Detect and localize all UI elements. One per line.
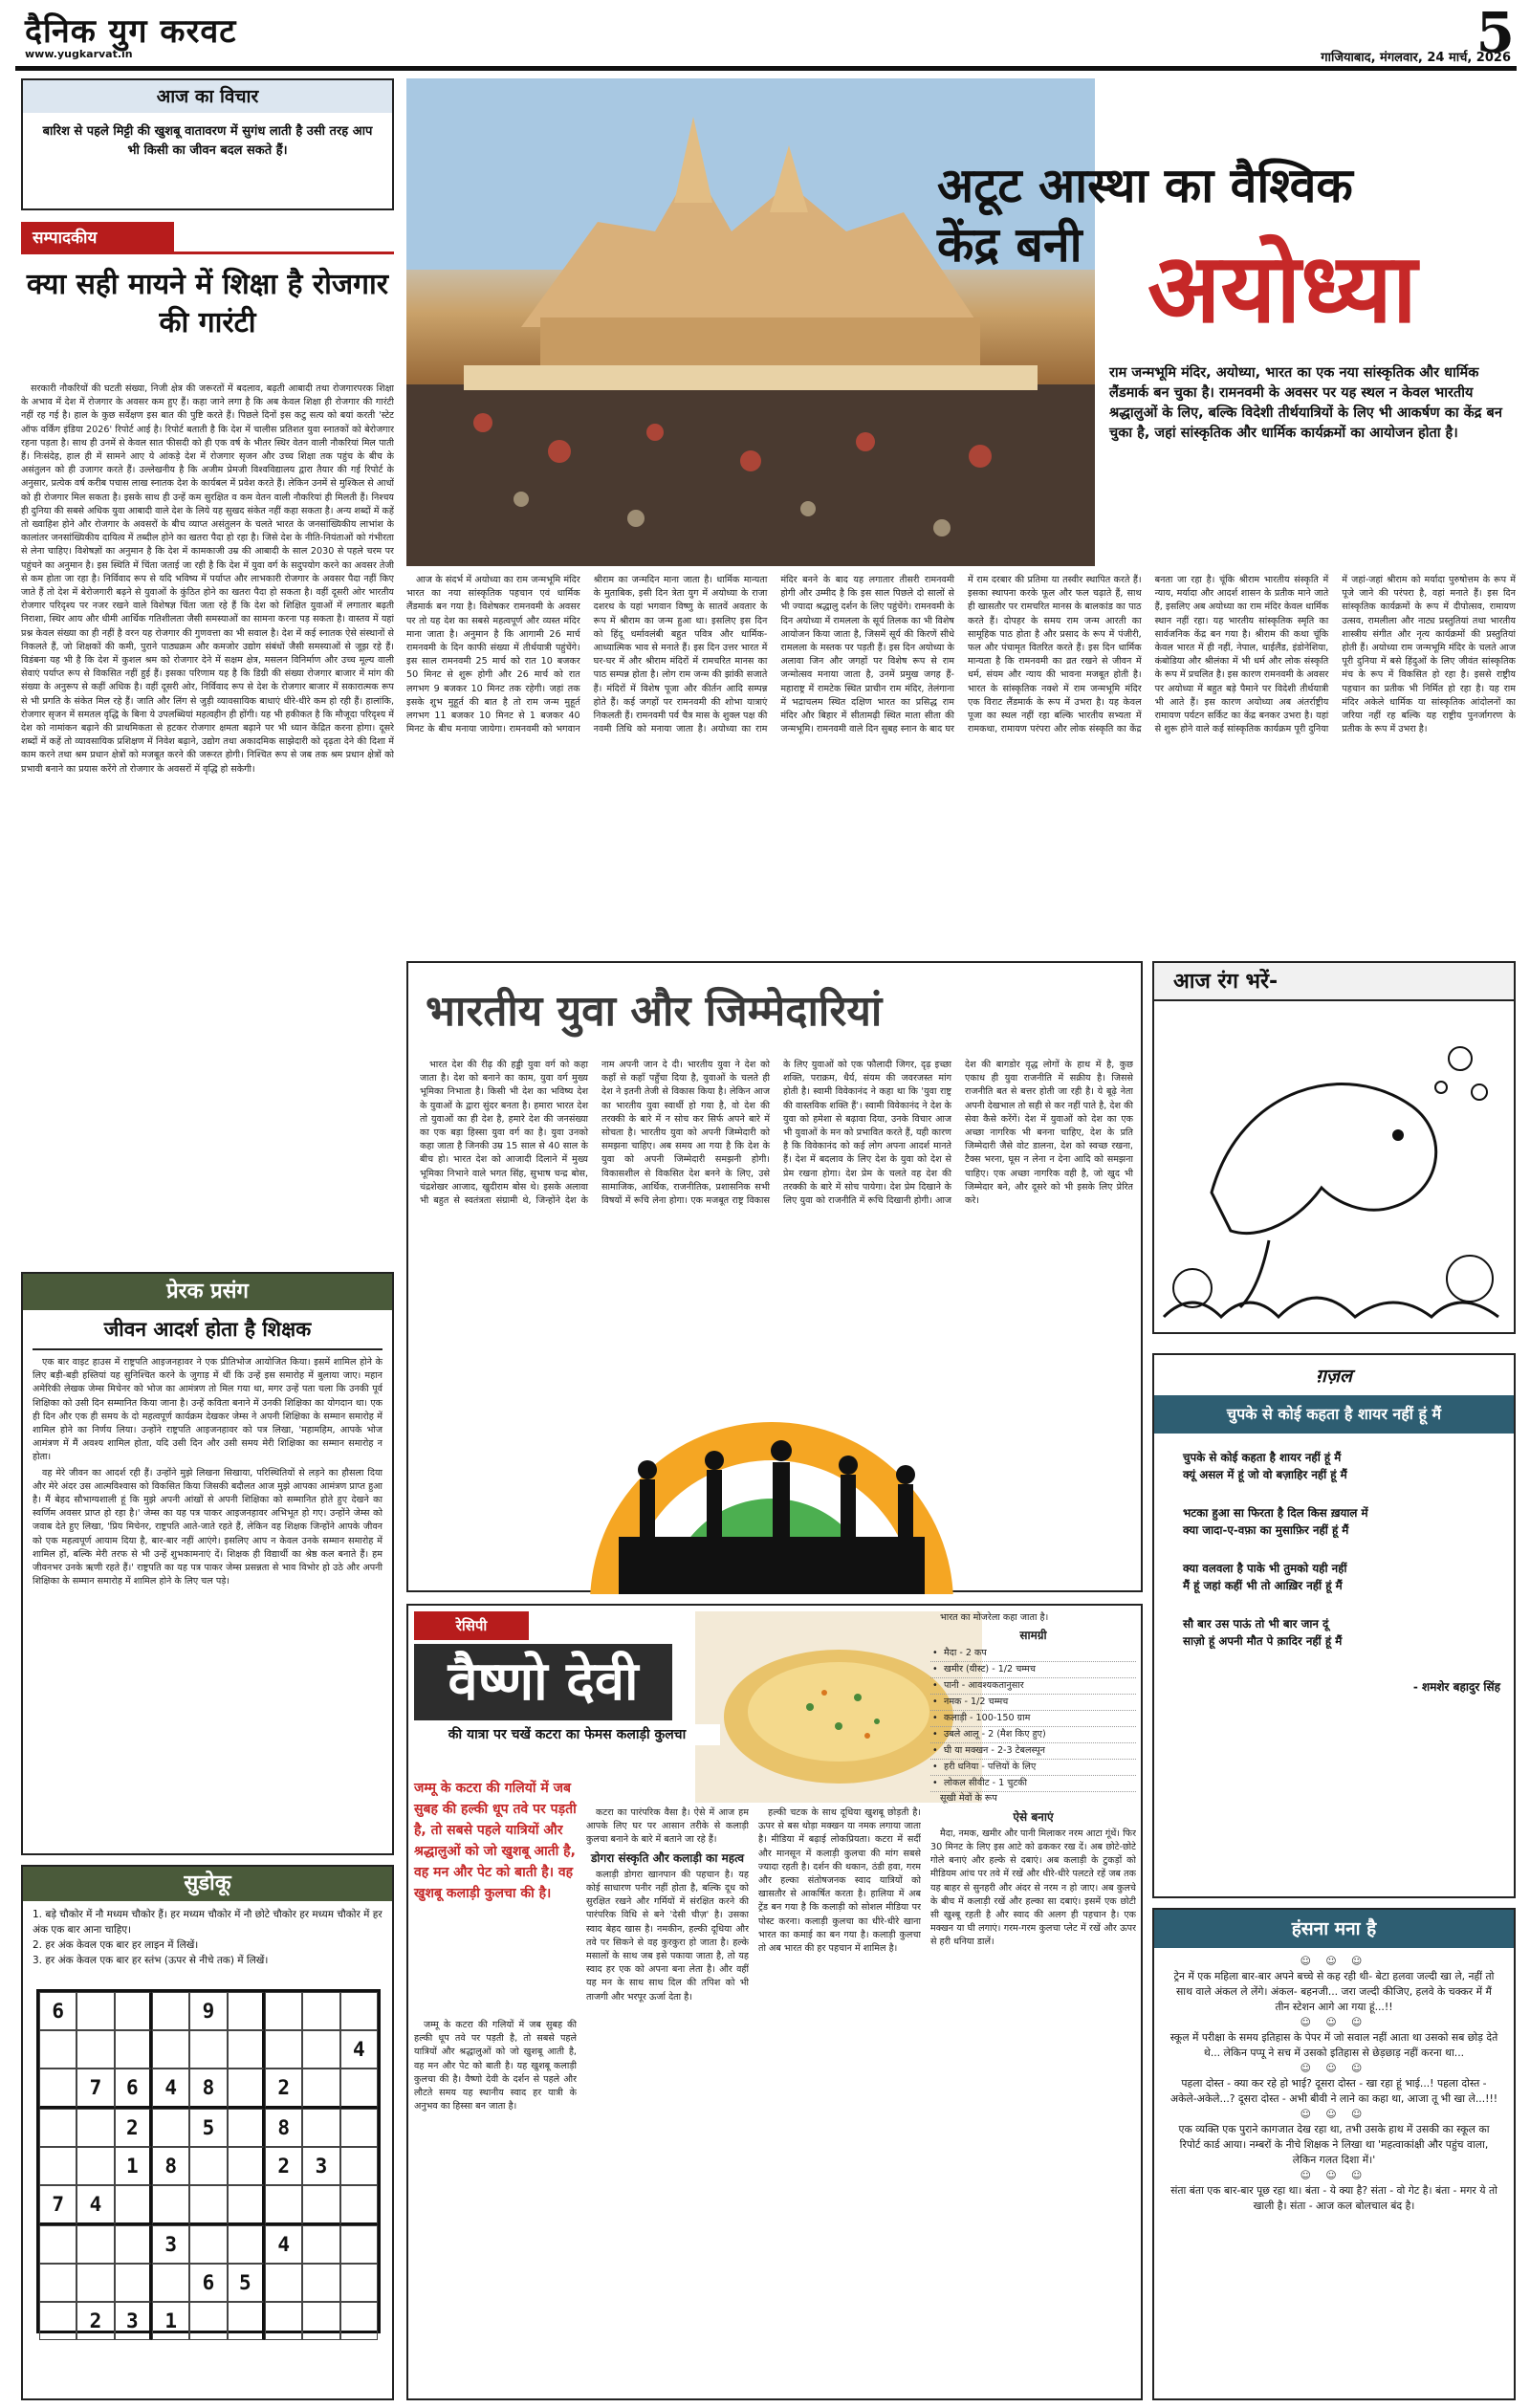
sudoku-cell[interactable]: 2 <box>265 2147 302 2185</box>
smiley-icon: ☺ ☺ ☺ <box>1300 2169 1368 2181</box>
sudoku-cell[interactable] <box>302 2069 339 2109</box>
sudoku-cell[interactable] <box>228 2225 265 2264</box>
recipe-col-4: भारत का मोजरेला कहा जाता है। सामग्री • मैदा - 2 कप • खमीर (यीस्ट) - 1/2 चम्मच • पानी - आवश्यकतानुसार • नमक - 1/2 चम्मच • कलाड़ी - 100-150 ग्राम • उबले आलू - 2 (मैश किए हुए) • घी या मक्खन - 2-3 टेबलस्पून • हरी धनिया - पत्तियों के लिए • लोकल सीवीट - 1 चुटकी सूखी मेवों के रूप ऐसे बनाएं मैदा, नमक, खमीर और पानी मिलाकर नरम आटा गूंथें। फिर 30 मिनट के लिए इस आटे को ढककर रख दें। अब छोटे-छोटे गोले बनाएं और हल्के से दबाएं। अब कलाड़ी के टुकड़ों को मीडियम आंच पर तवे में रखें और धीरे-धीरे पलटते रहें जब तक यह बाहर से सुनहरी और अंदर से नरम न हो जाए। अब कुलचे के बीच में कलाड़ी रखें और हल्का सा दबाएं। इसमें एक छोटी सी खुश्बू रहती है और स्वाद की अलग ही पहचान है। एक मक्खन या घी लगाएं। गरम-गरम कुलचा प्लेट में रखें और ऊपर से हरी धनिया डालें। <box>930 1611 1136 2397</box>
ingredient-item: • उबले आलू - 2 (मैश किए हुए) <box>930 1727 1136 1743</box>
ghazal-couplet: चुपके से कोई कहता है शायर नहीं हूं मैं क्यूं असल में हूं जो वो बज़ाहिर नहीं हूं मैं <box>1183 1451 1347 1481</box>
sudoku-cell[interactable] <box>340 2185 378 2225</box>
jokes-body <box>1154 1948 1514 2220</box>
sudoku-box <box>21 1865 394 2400</box>
ingredient-item: • कलाड़ी - 100-150 ग्राम <box>930 1711 1136 1727</box>
recipe-tag: रेसिपी <box>414 1611 529 1640</box>
sudoku-cell[interactable] <box>340 2302 378 2340</box>
masthead-rule <box>15 66 1517 71</box>
sudoku-cell[interactable] <box>228 1992 265 2030</box>
editorial-tag: सम्पादकीय <box>21 222 174 254</box>
sudoku-rule: 1. बड़े चौकोर में नौ मध्यम चौकोर हैं। हर मध्यम चौकोर में नौ छोटे चौकोर हर मध्यम चौकोर में हर अंक एक बार आना चाहिए। <box>33 1909 382 1936</box>
sudoku-cell[interactable] <box>189 2302 227 2340</box>
sudoku-cell[interactable]: 5 <box>228 2264 265 2302</box>
sudoku-rules <box>23 1901 392 1974</box>
editorial-title: क्या सही मायने में शिक्षा है रोजगार की गारंटी <box>26 268 389 339</box>
sudoku-cell[interactable] <box>76 1992 114 2030</box>
method-heading: ऐसे बनाएं <box>1013 1809 1054 1824</box>
sudoku-cell[interactable]: 8 <box>265 2109 302 2147</box>
jokes-box <box>1152 1908 1516 2400</box>
joke-item: ट्रेन में एक महिला बार-बार अपने बच्चे से कह रही थी- बेटा हलवा जल्दी खा ले, नहीं तो साथ वाले अंकल ले लेंगे। अंकल- बहनजी... जरा जल्दी कीजिए, हलवे के चक्कर में मैं तीन स्टेशन आगे आ गया हूं...!! <box>1173 1970 1495 2013</box>
thought-heading: आज का विचार <box>23 80 392 113</box>
sudoku-cell[interactable] <box>228 2302 265 2340</box>
ghazal-couplets <box>1154 1434 1514 1678</box>
sudoku-cell[interactable] <box>39 2264 76 2302</box>
sudoku-cell[interactable] <box>340 2264 378 2302</box>
prerak-heading: प्रेरक प्रसंग <box>23 1274 392 1310</box>
sudoku-cell[interactable] <box>152 2109 189 2147</box>
sudoku-cell[interactable] <box>302 2302 339 2340</box>
ghazal-couplet: क्या वलवला है पाके भी तुमको यही नहीं मैं हूं जहां कहीं भी तो आख़िर नहीं हूं मैं <box>1183 1562 1347 1592</box>
yuva-paragraph: भारत देश की रीढ़ की हड्डी युवा वर्ग को कहा जाता है। देश को बनाने का काम, युवा वर्ग मुख्य भूमिका निभाता है। किसी भी देश का भविष्य देश के युवाओं के द्वारा सुंदर बनता है। हमारा भारत देश तो युवाओं का ही देश है, हमारे देश की जनसंख्या का एक बड़ा हिस्सा युवा वर्ग का है। युवा उनको कहा जाता है जिनकी उम्र 15 साल से 40 साल के बीच हो। भारत देश को आजादी दिलाने में मुख्य भूमिका निभाने वाले भगत सिंह, सुभाष चन्द्र बोस, चंद्रशेखर आजाद, खुदीराम बोस थे। इसके अलावा भी बहुत से स्वतंत्रता संग्रामी थे, जिन्होंने देश के नाम अपनी जान दे दी। भारतीय युवा ने देश को कहाँ से कहाँ पहुँचा दिया है, युवाओं के चलते ही देश ने इतनी तेजी से विकास किया है। लेकिन आज का भारतीय युवा स्वार्थी हो गया है, वो देश की तरक्की के बारे में न सोच कर सिर्फ अपने बारे में सोचता है। भारतीय युवा को अपनी जिम्मेदारी को समझना चाहिए। अब समय आ गया है कि देश के युवा को अपनी जिम्मेदारी समझनी होगी। विकासशील से विकसित देश बनने के लिए, उसे सामाजिक, आर्थिक, राजनीतिक, प्रशासनिक सभी विषयों में रूचि लेना होगा। एक मजबूत राष्ट्र विकास के लिए युवाओं को एक फौलादी जिगर, दृढ़ इच्छा शक्ति, पराक्रम, धैर्य, संयम की जवरजस्त मांग होती है। स्वामी विवेकानंद ने कहा था कि 'युवा राष्ट्र की वास्तविक शक्ति हैं'। स्वामी विवेकानंद ने देश के युवा को हमेशा से बढ़ावा दिया, उनके विचार आज भी युवाओं के मन को प्रभावित करते हैं, यही कारण है कि विवेकानंद को कई लोग अपना आदर्श मानते हैं। देश में बदलाव के लिए देश के युवा को देश से प्रेम रखना होगा। देश प्रेम के चलते वह देश की तरक्की के बारे में सोच पायेगा। देश प्रेम दिखाने के लिए युवा को राजनीति में रूचि दिखानी होगी। आज देश की बागडोर वृद्ध लोगों के हाथ में है, कुछ एकाध ही युवा राजनीति में सक्रीय है। जिससे राजनीति बत से बत्तर होती जा रही है। ये बूढ़े नेता अपनी देखभाल तो सही से कर नहीं पाते है, देश की सेवा कैसे करेंगें। देश में युवाओं को देश का एक अच्छा नागरिक भी बनना चाहिए, देश के प्रति जिम्मेदारी जैसे वोट डालना, देश को स्वच्छ रखना, टैक्स भरना, घूस न लेना न देना आदि को समझना चाहिए। एक अच्छा नागरिक वही है, जो खुद भी जिम्मेदार बने, और दूसरे को भी इसके लिए प्रेरित करे। <box>420 1060 1133 1207</box>
sudoku-cell[interactable] <box>228 2147 265 2185</box>
sudoku-cell[interactable]: 2 <box>265 2069 302 2109</box>
joke-item: पहला दोस्त - क्या कर रहे हो भाई? दूसरा दोस्त - खा रहा हूं भाई...! पहला दोस्त - अकेले-अकेले...? दूसरा दोस्त - अभी बीवी ने लाने का कहा था, आजा तू भी खा ले...!!! <box>1169 2077 1498 2105</box>
prerak-paragraph: वह मेरे जीवन का आदर्श रही हैं। उन्होंने मुझे लिखना सिखाया, परिस्थितियों से लड़ने का हौसला दिया और मेरे अंदर उस आत्मविश्वास को विकसित किया जिसकी बदौलत आज मुझे आपका आमंत्रण प्राप्त हुआ है। मैं बेहद सौभाग्यशाली हूं कि मुझे अपनी आंखों से अपनी शिक्षिका को सम्मानित होते हुए देखने का स्वर्णिम अवसर प्राप्त हो रहा है।' जेम्स का यह पत्र पाकर आइजनहावर अभिभूत हो गए। उन्होंने जेम्स को जवाब देते हुए लिखा, 'प्रिय मिचेनर, राष्ट्रपति आते-जाते रहते हैं, लेकिन वह शिक्षक जिन्होंने आपके जीवन को एक महत्वपूर्ण आयाम दिया है, बार-बार नहीं आएंगे। इसलिए आप न केवल उनके सम्मान समारोह में शामिल हों, बल्कि मेरी तरफ से भी उन्हें शुभकामनाएं दें। शिक्षक ही विद्यार्थी का श्रेष्ठ कल बनाते हैं। हम जीवनभर उनके ऋणी रहते हैं।' राष्ट्रपति का यह पत्र पाकर जेम्स प्रसन्नता से भाव विभोर हो उठे और अपनी शिक्षिका के सम्मान समारोह में शामिल होने के लिए चल पड़े। <box>33 1467 382 1587</box>
masthead-dateline: गाजियाबाद, मंगलवार, 24 मार्च, 2026 <box>1321 51 1511 65</box>
sudoku-cell[interactable] <box>302 2225 339 2264</box>
recipe-subtitle: की यात्रा पर चखें कटरा का फेमस कलाड़ी कुलचा <box>414 1724 720 1745</box>
sudoku-cell[interactable] <box>189 2225 227 2264</box>
sudoku-cell[interactable] <box>39 2302 76 2340</box>
sudoku-cell[interactable] <box>76 2225 114 2264</box>
sudoku-rule: 3. हर अंक केवल एक बार हर स्तंभ (ऊपर से नीचे तक) में लिखें। <box>33 1955 269 1966</box>
sudoku-cell[interactable] <box>39 2069 76 2109</box>
jokes-heading: हंसना मना है <box>1154 1910 1514 1948</box>
thought-text: बारिश से पहले मिट्टी की खुशबू वातावरण में सुगंध लाती है उसी तरह आप भी किसी का जीवन बदल सकते हैं। <box>42 124 373 158</box>
recipe-subheading: डोगरा संस्कृति और कलाड़ी का महत्व <box>590 1850 745 1865</box>
joke-item: संता बंता एक बार-बार पूछ रहा था। बंता - ये क्या है? संता - वो गेट है। बंता - मगर ये तो खाली है। संता - आज कल बोलचाल बंद है। <box>1170 2184 1497 2212</box>
sudoku-cell[interactable]: 3 <box>115 2302 152 2340</box>
youth-silhouette-image <box>561 1412 982 1594</box>
recipe-col-3: हल्की चटक के साथ दूधिया खुशबू छोड़ती है। ऊपर से बस थोड़ा मक्खन या नमक लगाया जाता है। मीडिया में बढ़ाई लोकप्रियता। कटरा में सर्दी और मानसून में कलाड़ी कुलचा की मांग सबसे ज्यादा रहती है। दर्शन की थकान, ठंडी हवा, गरम और हल्का संतोषजनक स्वाद यात्रियों को खासतौर से आकर्षित करता है। हालिया में अब ट्रेंड बन गया है कि कलाड़ी को सोशल मीडिया पर पोस्ट करना। कलाड़ी कुलचा का धीरे-धीरे खाना भारत का कमाई का बन गया है। कलाड़ी कुलचा तो अब भारत की हर पहचान में शामिल है। <box>758 1807 921 1955</box>
smiley-icon: ☺ ☺ ☺ <box>1300 2108 1368 2120</box>
sudoku-cell[interactable] <box>302 2109 339 2147</box>
sudoku-heading: सुडोकू <box>23 1867 392 1901</box>
sudoku-cell[interactable] <box>340 2109 378 2147</box>
sudoku-cell[interactable] <box>76 2030 114 2069</box>
sudoku-cell[interactable]: 6 <box>115 2069 152 2109</box>
sudoku-cell[interactable] <box>39 2030 76 2069</box>
prerak-paragraph: एक बार वाइट हाउस में राष्ट्रपति आइजनहावर ने एक प्रीतिभोज आयोजित किया। इसमें शामिल होने के लिए बड़ी-बड़ी हस्तियां यह सुनिश्चित करने के जुगाड़ में थीं कि उन्हें इस समारोह में बुलाया जाए। महान अमेरिकी लेखक जेम्स मिचेनर को भोज का आमंत्रण तो मिल गया था, मगर उन्हें पता चला कि उनकी पूर्व शिक्षिका को उसी दिन सम्मानित किया जाना है। उन्हें कविता बनाने में उनकी शिक्षिका का योगदान था। एक ही दिन और एक ही समय के दो महत्वपूर्ण कार्यक्रम देखकर जेम्स ने अपनी शिक्षिका के सम्मान समारोह में शामिल होने का निर्णय लिया। उन्होंने राष्ट्रपति आइजनहावर को पत्र लिखा, 'महामहिम, आपके भोज आमंत्रण में मैं अवश्य शामिल होता, यदि उसी दिन और उसी समय मेरी शिक्षिका का सम्मान समारोह न होता। <box>33 1357 382 1463</box>
page-number: 5 <box>1475 0 1515 65</box>
sudoku-cell[interactable]: 6 <box>39 1992 76 2030</box>
sudoku-cell[interactable] <box>302 2264 339 2302</box>
ghazal-label: ग़ज़ल <box>1316 1366 1352 1387</box>
feature-pullquote: राम जन्मभूमि मंदिर, अयोध्या, भारत का एक नया सांस्कृतिक और धार्मिक लैंडमार्क बन चुका है। रामनवमी के अवसर पर यह स्थल न केवल भारतीय श्रद्धालुओं के लिए, बल्कि विदेशी तीर्थयात्रियों के लिए भी आकर्षण का केंद्र बन चुका है, जहां सांस्कृतिक और धार्मिक कार्यक्रमों का आयोजन होता है। <box>1109 365 1502 441</box>
sudoku-cell[interactable] <box>39 2109 76 2147</box>
ingredients-list <box>930 1646 1136 1792</box>
feature-headline-line2: केंद्र बनी <box>937 217 1082 273</box>
sudoku-cell[interactable] <box>228 2030 265 2069</box>
editorial-divider <box>21 252 394 254</box>
ghazal-couplet: सौ बार उस पाऊं तो भी बार जान दूं साज़ो हूं अपनी मौत पे क़ादिर नहीं हूं मैं <box>1183 1617 1343 1648</box>
ingredient-item: • हरी धनिया - पत्तियों के लिए <box>930 1760 1136 1776</box>
smiley-icon: ☺ ☺ ☺ <box>1300 1955 1368 1967</box>
sudoku-cell[interactable]: 8 <box>189 2069 227 2109</box>
sudoku-cell[interactable] <box>302 2185 339 2225</box>
sudoku-cell[interactable]: 5 <box>189 2109 227 2147</box>
feature-headline-ayodhya: अयोध्या <box>1148 232 1417 344</box>
ghazal-poet: - शमशेर बहादुर सिंह <box>1412 1680 1500 1694</box>
sudoku-cell[interactable] <box>76 2147 114 2185</box>
sudoku-cell[interactable] <box>39 2147 76 2185</box>
recipe-lead: जम्मू के कटरा की गलियों में जब सुबह की हल्की धूप तवे पर पड़ती है, तो सबसे पहले यात्रियों और श्रद्धालुओं को जो खुशबू आती है, वह मन और पेट को बाती है। वह खुशबू कलाड़ी कुलचा की है। <box>414 1781 577 1901</box>
ingredients-heading: सामग्री <box>1019 1629 1047 1643</box>
sudoku-cell[interactable] <box>340 2069 378 2109</box>
sudoku-cell[interactable] <box>265 2030 302 2069</box>
dolphin-coloring-icon[interactable] <box>1154 1001 1514 1332</box>
sudoku-cell[interactable] <box>265 2264 302 2302</box>
sudoku-cell[interactable]: 1 <box>152 2302 189 2340</box>
ingredient-item: • खमीर (यीस्ट) - 1/2 चम्मच <box>930 1662 1136 1678</box>
sudoku-cell[interactable]: 4 <box>76 2185 114 2225</box>
sudoku-cell[interactable]: 2 <box>115 2109 152 2147</box>
youth-illustration <box>561 1412 982 1594</box>
recipe-title: वैष्णो देवी <box>414 1644 672 1720</box>
yuva-body <box>420 1059 1133 1403</box>
sudoku-cell[interactable] <box>189 2185 227 2225</box>
prerak-title: जीवन आदर्श होता है शिक्षक <box>33 1310 382 1350</box>
yuva-headline: भारतीय युवा और जिम्मेदारियां <box>426 987 883 1036</box>
recipe-col-1: जम्मू के कटरा की गलियों में जब सुबह की हल्की धूप तवे पर पड़ती है, तो सबसे पहले यात्रियों और श्रद्धालुओं को जो खुशबू आती है, वह मन और पेट को बाती है। यह खुशबू कलाड़ी कुलचा की है। वैष्णो देवी के दर्शन से पहले और लौटते समय यह स्थानीय स्वाद हर यात्री के अनुभव का हिस्सा बन जाता है। <box>414 2020 577 2112</box>
ingredient-item: • नमक - 1/2 चम्मच <box>930 1695 1136 1711</box>
ghazal-box <box>1152 1353 1516 1898</box>
editorial-paragraph: सरकारी नौकरियों की घटती संख्या, निजी क्षेत्र की जरूरतों में बदलाव, बढ़ती आबादी तथा रोजगारपरक शिक्षा के अभाव में देश में रोजगार के अवसर कम हुए हैं। कहा जाने लगा है कि अब केवल शिक्षा ही रोजगार की गारंटी नहीं रह गई है। हाल के कुछ सर्वेक्षण इस बात की पुष्टि करते हैं। पिछले दिनों इस कटु सत्य को बयां करती 'स्टेट ऑफ वर्किंग इंडिया 2026' रिपोर्ट आई है। रिपोर्ट बताती है कि देश में चालीस प्रतिशत युवा स्नातकों को बेरोजगार रहना पड़ता है। साथ ही उनमें से केवल सात फीसदी को ही एक वर्ष के भीतर स्थिर वेतन वाली नौकरियां मिल पाती हैं। निःसंदेह, हाल ही में सामने आए ये आंकड़े देश में रोजगार सृजन और उच्च शिक्षा तक पहुंच के बीच के असंतुलन को ही उजागर करते हैं। उल्लेखनीय है कि अजीम प्रेमजी विश्वविद्यालय द्वारा तैयार की गई रिपोर्ट के अनुसार, प्रत्येक वर्ष करीब पचास लाख स्नातक देश के कार्यबल में प्रवेश करते हैं। लेकिन उनमें से मुश्किल से आधों को ही रोजगार मिल सकता है। इसके साथ ही उन्हें कम सुरक्षित व कम वेतन वाली नौकरियां ही मिलती हैं। निश्चय ही दुनिया की सबसे अधिक युवा आबादी वाले देश के लिये यह सुखद संकेत नहीं कहा सकता है। अन्य शब्दों में कहें तो ख्वाहिश होने और रोजगार के अवसरों के बीच व्याप्त असंतुलन के चलते भारत के जनसांख्यिकीय लाभांश के कालांतर जनसांख्यिकीय दायित्व में तब्दील होने का खतरा पैदा हो रहा है। जिसे देश के नीति-नियंताओं को गंभीरता से लेना चाहिए। विशेषज्ञों का अनुमान है कि देश में कामकाजी उम्र की आबादी के साल 2030 से पहले चरम पर पहुंचने का अनुमान है। इस स्थिति में चिंता जताई जा रही है कि देश में युवा वर्ग के सदुपयोग करने का अवसर तेजी से कम होता जा रहा है। निर्विवाद रूप से यदि भविष्य में पर्याप्त और लाभकारी रोजगार के अवसर पैदा नहीं किए जाते हैं तो देश में बेरोजगारी बढ़ने से युवाओं के कुंठित होने का खतरा पैदा हो सकता है। वहीं दूसरी ओर भारतीय रोजगार परिदृश्य पर नजर रखने वाले विशेषज्ञ चिंता जता रहे हैं कि देश को शिक्षित युवाओं में लगातार बढ़ती निराशा, स्थिर आय और धीमी आर्थिक गतिशीलता जैसी समस्याओं का सामना करना पड़ सकता है। वास्तव में यहां प्रश्न केवल संख्या का ही नहीं है वरन यह रोजगार की गुणवत्ता का भी सवाल है। देश में कई स्नातक ऐसे संस्थानों से निकलते हैं, जो शिक्षकों की कमी, पुराने पाठ्यक्रम और कमजोर उद्योग संबंधों जैसी समस्याओं से जूझ रहे हैं। विडंबना यह भी है कि देश में कुशल श्रम को रोजगार देने में सक्षम क्षेत्र, मसलन विनिर्माण और उच्च मूल्य वाली सेवाएं पर्याप्त रूप से विकसित नहीं हुई हैं। इसका परिणाम यह है कि डिग्री की संख्या रोजगार बाजार में मांग की संख्या के अनुरूप से कहीं अधिक है। वहीं दूसरी ओर, निर्विवाद रूप से देश के रोजगार बाजार में सकारात्मक रूप से भी प्रगति के संकेत मिल रहे हैं। जाति और लिंग से जुड़ी व्यावसायिक बाधाएं धीरे-धीरे कम हो रही हैं। हालांकि, रोजगार सृजन में समतल वृद्धि के बिना ये उपलब्धियां महत्वहीन ही होंगी। यह भी हकीकत है कि मौजूदा परिदृश्य में देश को नामांकन बढ़ाने की प्राथमिकता से हटकर रोजगार क्षमता बढ़ाने पर भी ध्यान केंद्रित करना होगा। दूसरे शब्दों में कहें तो व्यावसायिक प्रशिक्षण में निवेश बढ़ाने, उद्योग तथा अकादमिक साझेदारी को दृढ़ता देने की दिशा में काम करने तथा श्रम प्रधान क्षेत्रों को मजबूत करने की जरूरत होगी। निश्चित रूप से जब तक श्रम प्रधान क्षेत्रों को प्रभावी बनाने का प्रयास करेंगे तो रोजगार के अवसरों में वृद्धि हो सकेगी। <box>21 383 394 775</box>
ghazal-heading: चुपके से कोई कहता है शायर नहीं हूं मैं <box>1154 1395 1514 1434</box>
sudoku-cell[interactable] <box>189 2030 227 2069</box>
sudoku-cell[interactable] <box>152 2264 189 2302</box>
sudoku-cell[interactable] <box>265 1992 302 2030</box>
coloring-heading: आज रंग भरें- <box>1154 963 1514 1001</box>
ingredient-item: • घी या मक्खन - 2-3 टेबलस्पून <box>930 1743 1136 1760</box>
ingredient-item: • मैदा - 2 कप <box>930 1646 1136 1662</box>
sudoku-cell[interactable]: 6 <box>189 2264 227 2302</box>
feature-paragraph: आज के संदर्भ में अयोध्या का राम जन्मभूमि मंदिर भारत का नया सांस्कृतिक पहचान एवं धार्मिक लैंडमार्क बन गया है। विशेषकर रामनवमी के अवसर पर तो यह देश का सबसे महत्वपूर्ण और व्यस्त मंदिर माना जाता है। अनुमान है कि आगामी 26 मार्च रामनवमी के दिन काफी संख्या में तीर्थयात्री पहुंचेंगे। इस साल रामनवमी 25 मार्च को रात 10 बजकर 50 मिनट से शुरू होगी और 26 मार्च को रात लगभग 9 बजकर 10 मिनट तक रहेगी। जहां तक इसके शुभ मुहूर्त की बात है तो राम जन्म मुहूर्त लगभग 11 बजकर 10 मिनट से 1 बजकर 40 मिनट के बीच मनाया जायेगा। रामनवमी को भगवान श्रीराम का जन्मदिन माना जाता है। धार्मिक मान्यता के मुताबिक, इसी दिन त्रेता युग में अयोध्या के राजा दशरथ के यहां भगवान विष्णु के सातवें अवतार के रूप में श्रीराम का जन्म हुआ था। इसलिए इस दिन को हिंदू धर्मावलंबी बहुत पवित्र और धार्मिक-आध्यात्मिक भाव से मनाते हैं। इस दिन उत्तर भारत में घर-घर में और श्रीराम मंदिरों में रामचरित मानस का पाठ सम्पन्न होता है। लोग राम जन्म की झांकी सजाते हैं। मंदिरों में विशेष पूजा और कीर्तन आदि सम्पन्न होते हैं। कई जगहों पर रामनवमी की शोभा यात्राएं निकलती हैं। रामनवमी पर्व चैत्र मास के शुक्ल पक्ष की नवमी तिथि को मनाया जाता है। अयोध्या का राम मंदिर बनने के बाद यह लगातार तीसरी रामनवमी होगी और उम्मीद है कि इस साल पिछले दो सालों से भी ज्यादा श्रद्धालु दर्शन के लिए पहुंचेंगे। रामनवमी के दिन अयोध्या में रामलला के सूर्य तिलक का भी विशेष आयोजन किया जाता है, जिसमें सूर्य की किरणें सीधे रामलला के मस्तक पर पड़ती हैं। इस दिन अयोध्या के अलावा जिन और जगहों पर विशेष रूप से राम जन्मोत्सव मनाया जाता है, उनमें प्रमुख जगह हैं- महाराष्ट्र में रामटेक स्थित प्राचीन राम मंदिर, तेलंगाना में भद्राचलम स्थित दक्षिण भारत का प्रसिद्ध राम मंदिर और बिहार में सीतामढ़ी स्थित माता सीता की जन्मभूमि। रामनवमी वाले दिन सुबह स्नान के बाद घर में राम दरबार की प्रतिमा या तस्वीर स्थापित करते हैं। इसका स्थापना करके फूल और फल चढ़ाते हैं, साथ ही खासतौर पर रामचरित मानस के बालकांड का पाठ करते हैं। दोपहर के समय राम जन्म आरती का सामूहिक पाठ होता है और प्रसाद के रूप में पंजीरी, फल और पंचामृत वितरित करते हैं। इस दिन धार्मिक मान्यता है कि रामनवमी का व्रत रखने से जीवन में धर्म, संयम और न्याय की भावना मजबूत होती है। भारत के सांस्कृतिक नक्शे में राम जन्मभूमि मंदिर एक विराट लैंडमार्क के रूप में उभरा है। यह केवल पूजा का स्थल नहीं रहा बल्कि भारतीय सभ्यता में रामकथा, रामायण परंपरा और लोक संस्कृति का केंद्र बनता जा रहा है। चूंकि श्रीराम भारतीय संस्कृति में न्याय, मर्यादा और आदर्श शासन के प्रतीक माने जाते हैं, इसलिए अब अयोध्या का राम मंदिर केवल धार्मिक स्थान नहीं रहा। यह भारतीय सांस्कृतिक स्मृति का सार्वजनिक केंद्र बन गया है। श्रीराम की कथा चूंकि केवल भारत में ही नहीं, नेपाल, थाईलैंड, इंडोनेशिया, कंबोडिया और श्रीलंका में भी धर्म और लोक संस्कृति के रूप में प्रचलित है। इस कारण रामनवमी के अवसर पर अयोध्या में बहुत बड़े पैमाने पर विदेशी तीर्थयात्री भी आते हैं। इस कारण अयोध्या अब अंतर्राष्ट्रीय रामायण पर्यटन सर्किट का केंद्र बनकर उभरा है। यहां से शुरू होने वाले कई सांस्कृतिक कार्यक्रम पूरी दुनिया में जहां-जहां श्रीराम को मर्यादा पुरुषोत्तम के रूप में पूजे जाने की परंपरा है, वहां मनाते हैं। इस दिन सांस्कृतिक कार्यक्रमों के रूप में दीपोत्सव, रामायण उत्सव, रामलीला और नाट्य प्रस्तुतियां तथा भारतीय शास्त्रीय संगीत और नृत्य कार्यक्रमों की प्रस्तुतियां होती हैं। अयोध्या राम जन्मभूमि मंदिर के चलते आज पूरी दुनिया में बसे हिंदुओं के लिए जीवंत सांस्कृतिक मंच के रूप में विकसित हो रहा है। इससे राष्ट्रीय पहचान का प्रतीक भी निर्मित हो रहा है। यह राम मंदिर अकेले धार्मिक या सांस्कृतिक आंदोलनों का जरिया नहीं रह बल्कि यह राष्ट्रीय पुनर्जागरण के प्रतीक के रूप में उभरा है। <box>406 575 1516 735</box>
sudoku-cell[interactable] <box>265 2185 302 2225</box>
recipe-col-2: कटरा का पारंपरिक वैसा है। ऐसे में आज हम आपके लिए घर पर आसान तरीके से कलाड़ी कुलचा बनाने के बारे में बताने जा रहे हैं। डोगरा संस्कृति और कलाड़ी का महत्व कलाड़ी डोगरा खानपान की पहचान है। यह कोई साधारण पनीर नहीं होता है, बल्कि दूध को सुरक्षित रखने और गर्मियों में संरक्षित करने की पारंपरिक विधि से बने 'देसी चीज़' है। उसका स्वाद बेहद खास है। नमकीन, हल्की दूधिया और तवे पर सिकने से वह कुरकुरा हो जाता है। हल्के मसालों के साथ जब इसे पकाया जाता है, तो यह स्वाद हर एक को अपना बना लेता है। और वहीं यह मन के साथ साथ दिल की तपिश को भी ताजगी और भरपूर ऊर्जा देता है। <box>586 1807 749 2003</box>
feature-body <box>406 574 1516 952</box>
sudoku-cell[interactable] <box>340 2225 378 2264</box>
sudoku-cell[interactable] <box>152 1992 189 2030</box>
prerak-body <box>23 1350 392 1848</box>
sudoku-cell[interactable]: 1 <box>115 2147 152 2185</box>
sudoku-cell[interactable] <box>76 2264 114 2302</box>
sudoku-cell[interactable] <box>115 2264 152 2302</box>
sudoku-grid[interactable] <box>36 1989 381 2333</box>
sudoku-cell[interactable] <box>115 1992 152 2030</box>
thought-box <box>21 78 394 210</box>
sudoku-cell[interactable] <box>228 2109 265 2147</box>
smiley-icon: ☺ ☺ ☺ <box>1300 2062 1368 2074</box>
sudoku-rule: 2. हर अंक केवल एक बार हर लाइन में लिखें। <box>33 1939 199 1951</box>
sudoku-cell[interactable] <box>76 2109 114 2147</box>
sudoku-cell[interactable] <box>189 2147 227 2185</box>
sudoku-cell[interactable]: 9 <box>189 1992 227 2030</box>
coloring-box <box>1152 961 1516 1334</box>
ingredient-item: • लोकल सीवीट - 1 चुटकी <box>930 1776 1136 1792</box>
joke-item: स्कूल में परीक्षा के समय इतिहास के पेपर में जो सवाल नहीं आता था उसको सब छोड़ देते थे... लेकिन पप्पू ने सच में उसको इतिहास से छेड़छाड़ नहीं करना था... <box>1169 2031 1498 2059</box>
sudoku-cell[interactable]: 2 <box>76 2302 114 2340</box>
sudoku-cell[interactable] <box>152 2185 189 2225</box>
sudoku-cell[interactable]: 7 <box>76 2069 114 2109</box>
sudoku-cell[interactable] <box>115 2225 152 2264</box>
sudoku-cell[interactable]: 3 <box>302 2147 339 2185</box>
masthead-title: दैनिक युग करवट <box>25 12 237 51</box>
sudoku-cell[interactable]: 3 <box>152 2225 189 2264</box>
editorial-body <box>21 383 394 1260</box>
smiley-icon: ☺ ☺ ☺ <box>1300 2016 1368 2028</box>
feature-headline-line1: अटूट आस्था का वैश्विक <box>937 158 1353 213</box>
sudoku-cell[interactable] <box>340 2147 378 2185</box>
sudoku-cell[interactable] <box>115 2185 152 2225</box>
sudoku-cell[interactable] <box>152 2030 189 2069</box>
ghazal-couplet: भटका हुआ सा फिरता है दिल किस ख़याल में क्या जादा-ए-वफ़ा का मुसाफ़िर नहीं हूं मैं <box>1183 1506 1368 1537</box>
sudoku-cell[interactable] <box>115 2030 152 2069</box>
sudoku-cell[interactable]: 4 <box>152 2069 189 2109</box>
prerak-prasang-box <box>21 1272 394 1855</box>
sudoku-cell[interactable] <box>228 2185 265 2225</box>
sudoku-cell[interactable]: 7 <box>39 2185 76 2225</box>
sudoku-cell[interactable] <box>302 2030 339 2069</box>
sudoku-cell[interactable] <box>39 2225 76 2264</box>
sudoku-cell[interactable]: 4 <box>265 2225 302 2264</box>
joke-item: एक व्यक्ति एक पुराने कागजात देख रहा था, तभी उसके हाथ में उसकी का स्कूल का रिपोर्ट कार्ड आया। नम्बरों के नीचे शिक्षक ने लिखा था 'महत्वाकांक्षी और पहुंच वाला, लेकिन गलत दिशा में।' <box>1178 2123 1490 2166</box>
masthead-url[interactable]: www.yugkarvat.in <box>25 48 133 60</box>
sudoku-cell[interactable] <box>265 2302 302 2340</box>
recipe-box <box>406 1604 1143 2400</box>
ingredient-item: • पानी - आवश्यकतानुसार <box>930 1678 1136 1695</box>
sudoku-cell[interactable]: 8 <box>152 2147 189 2185</box>
sudoku-cell[interactable]: 4 <box>340 2030 378 2069</box>
sudoku-cell[interactable] <box>228 2069 265 2109</box>
sudoku-cell[interactable] <box>302 1992 339 2030</box>
yuva-article <box>406 961 1143 1592</box>
sudoku-cell[interactable] <box>340 1992 378 2030</box>
